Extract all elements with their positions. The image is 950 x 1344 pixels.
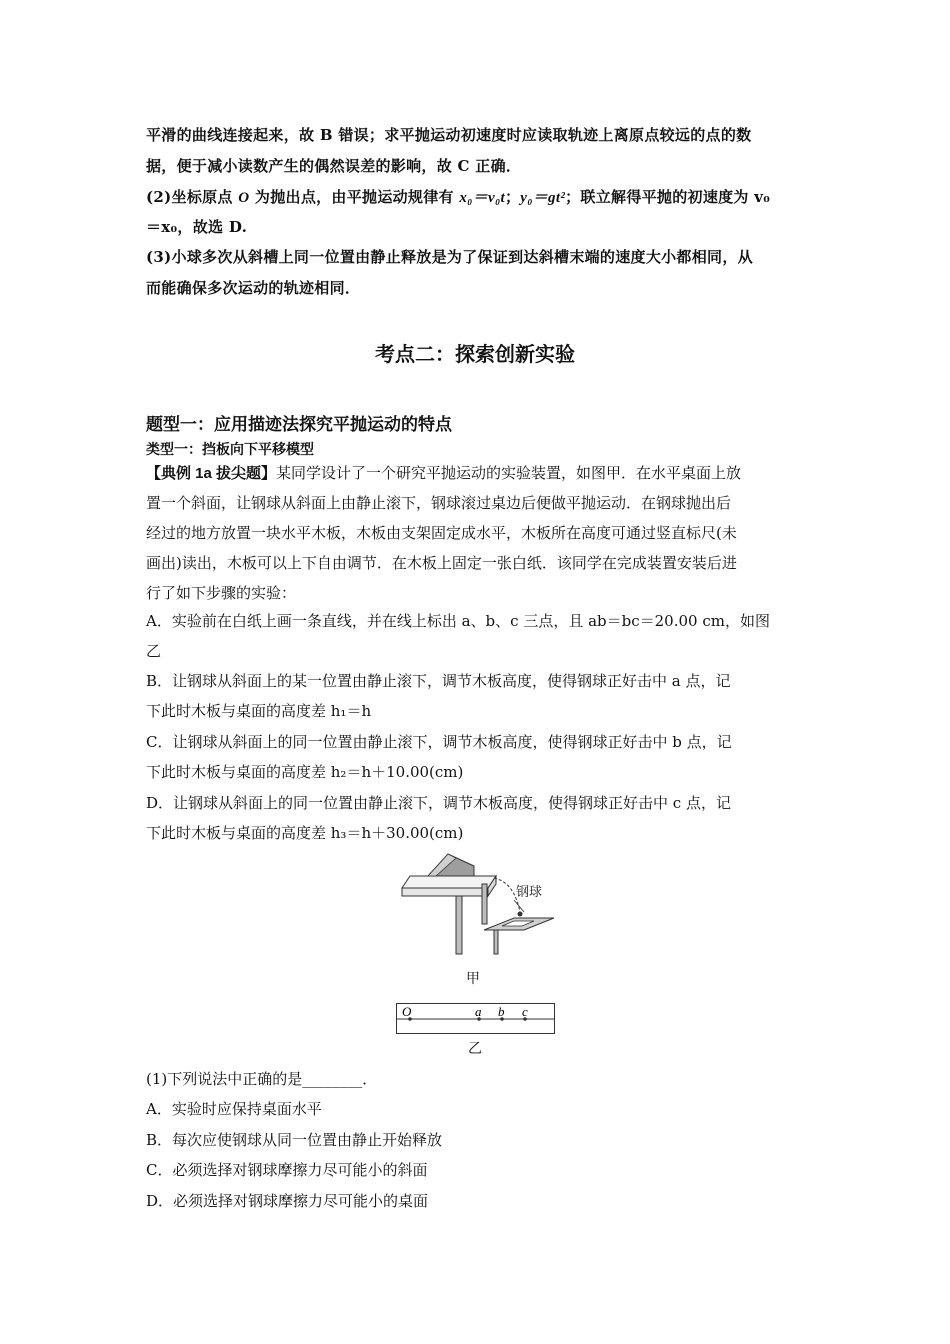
example-line-2: 置一个斜面，让钢球从斜面上由静止滚下，钢球滚过桌边后便做平抛运动．在钢球抛出后 bbox=[146, 494, 732, 512]
apparatus-figure bbox=[396, 848, 562, 966]
step-a-line-1: A．实验前在白纸上画一条直线，并在线上标出 a、b、c 三点，且 ab＝bc＝20.00 cm，如图 bbox=[146, 612, 770, 630]
option-b: B．每次应使钢球从同一位置由静止开始释放 bbox=[146, 1131, 443, 1149]
example-line-5: 行了如下步骤的实验： bbox=[146, 584, 297, 602]
label-c: c bbox=[522, 1004, 528, 1019]
answer-part-2-a: (2)坐标原点 bbox=[146, 188, 239, 206]
label-a: a bbox=[475, 1004, 482, 1019]
answer-part-2-b: 为抛出点，由平抛运动规律有 bbox=[249, 188, 460, 206]
example-tag: 【典例 1a 拔尖题】 bbox=[146, 465, 277, 482]
example-line-1 bbox=[146, 458, 808, 489]
step-d-line-1: D．让钢球从斜面上的同一位置由静止滚下，调节木板高度，使得钢球正好击中 c 点，记 bbox=[146, 794, 731, 812]
label-b: b bbox=[498, 1004, 505, 1019]
question-stem: (1)下列说法中正确的是________． bbox=[146, 1070, 378, 1088]
table-leg bbox=[456, 896, 462, 954]
formula-x: x₀＝v₀t bbox=[459, 190, 505, 206]
example-text-1: 某同学设计了一个研究平抛运动的实验装置，如图甲．在水平桌面上放 bbox=[276, 464, 742, 482]
answer-part-3-line-1: (3)小球多次从斜槽上同一位置由静止释放是为了保证到达斜槽末端的速度大小都相同，从 bbox=[146, 248, 753, 266]
formula-y: y₀＝gt² bbox=[520, 190, 566, 206]
caption-yi: 乙 bbox=[468, 1041, 482, 1057]
table-leg-back bbox=[482, 884, 487, 924]
answer-part-2-d: ；联立解得平抛的初速度为 v₀ bbox=[565, 188, 771, 206]
example-line-3: 经过的地方放置一块水平木板，木板由支架固定成水平，木板所在高度可通过竖直标尺(未 bbox=[146, 524, 737, 542]
step-d-line-2: 下此时木板与桌面的高度差 h₃＝h＋30.00(cm) bbox=[146, 824, 464, 842]
sub-heading: 类型一：挡板向下平移模型 bbox=[146, 441, 314, 457]
step-b-line-1: B．让钢球从斜面上的某一位置由静止滚下，调节木板高度，使得钢球正好击中 a 点，记 bbox=[146, 672, 731, 690]
answer-part-3-line-2: 而能确保多次运动的轨迹相同． bbox=[146, 279, 361, 297]
step-c-line-2: 下此时木板与桌面的高度差 h₂＝h＋10.00(cm) bbox=[146, 763, 464, 781]
example-line-4: 画出)读出，木板可以上下自由调节．在木板上固定一张白纸．该同学在完成装置安装后进 bbox=[146, 554, 737, 572]
table-front bbox=[402, 888, 488, 896]
section-title: 考点二：探索创新实验 bbox=[375, 344, 575, 366]
label-O: O bbox=[402, 1004, 412, 1019]
point-O: O bbox=[238, 190, 250, 206]
answer-part-2-line-2: ＝x₀，故选 D. bbox=[146, 218, 248, 236]
type-heading: 题型一：应用描迹法探究平抛运动的特点 bbox=[146, 415, 452, 434]
ball-label: 钢球 bbox=[516, 885, 543, 900]
step-c-line-1: C．让钢球从斜面上的同一位置由静止滚下，调节木板高度，使得钢球正好击中 b 点，记 bbox=[146, 733, 732, 751]
answer-line-2: 据，便于减小读数产生的偶然误差的影响，故 C 正确． bbox=[146, 157, 522, 175]
paper-strip-figure bbox=[396, 1003, 556, 1035]
option-d: D．必须选择对钢球摩擦力尽可能小的桌面 bbox=[146, 1192, 429, 1210]
steel-ball bbox=[518, 912, 523, 917]
answer-part-2-c: ； bbox=[504, 188, 521, 206]
board-support bbox=[494, 930, 498, 954]
option-c: C．必须选择对钢球摩擦力尽可能小的斜面 bbox=[146, 1161, 428, 1179]
step-b-line-2: 下此时木板与桌面的高度差 h₁＝h bbox=[146, 702, 372, 720]
caption-jia: 甲 bbox=[466, 971, 480, 987]
answer-line-1: 平滑的曲线连接起来，故 B 错误；求平抛运动初速度时应读取轨迹上离原点较远的点的数 bbox=[146, 126, 752, 144]
option-a: A．实验时应保持桌面水平 bbox=[146, 1100, 322, 1118]
answer-part-2 bbox=[146, 182, 808, 213]
step-a-line-2: 乙 bbox=[146, 642, 162, 660]
